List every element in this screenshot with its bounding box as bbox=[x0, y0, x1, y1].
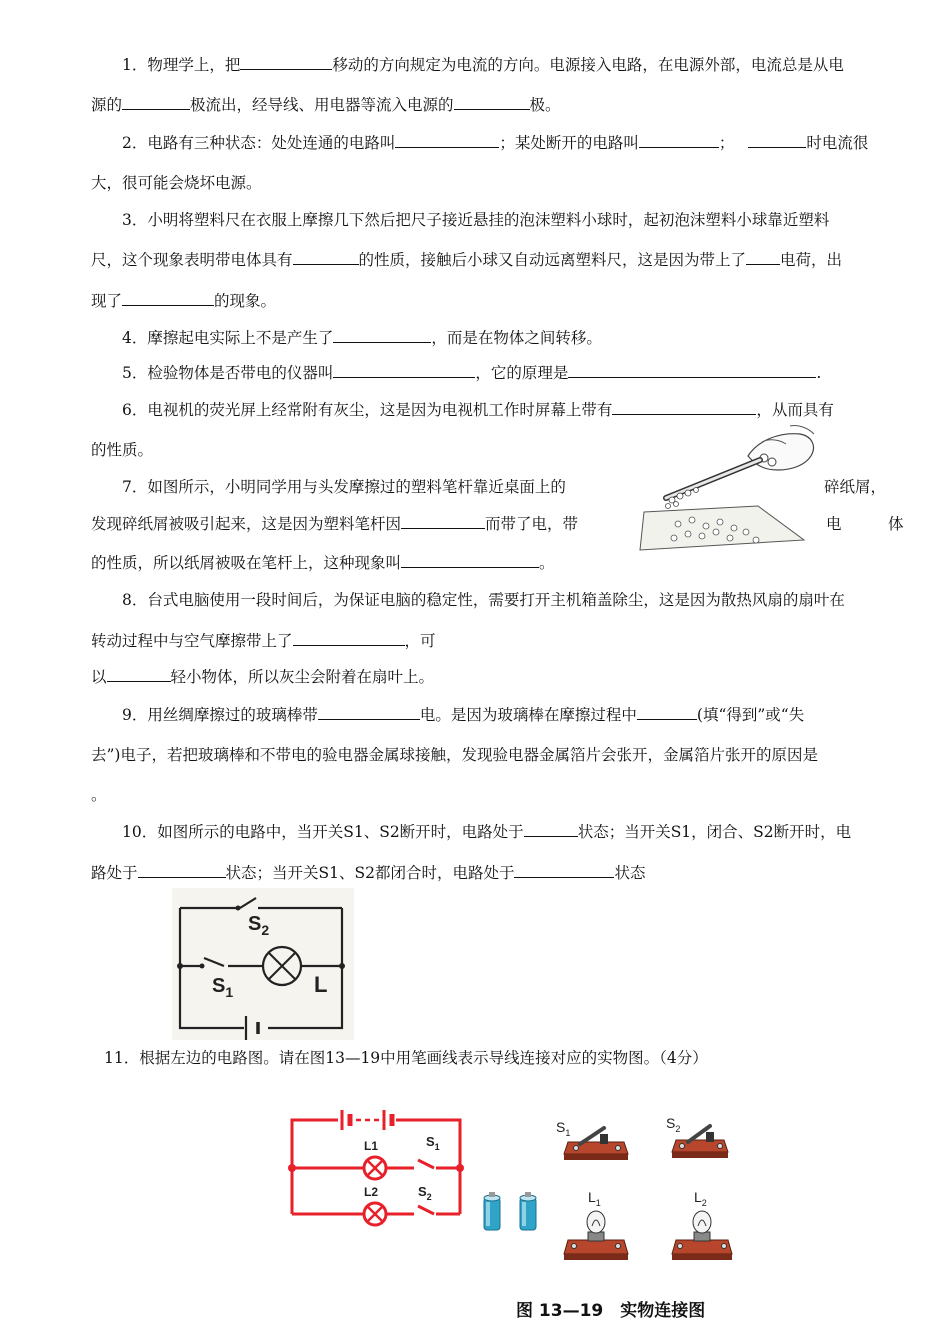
q3-text-d: 电荷，出 bbox=[780, 251, 843, 269]
q1-text-e: 极。 bbox=[529, 96, 561, 114]
label-s1: $S_1$ bbox=[212, 975, 234, 1000]
lamp-l1 bbox=[564, 1211, 628, 1260]
q8-text-a: 8．台式电脑使用一段时间后，为保证电脑的稳定性，需要打开主机箱盖除尘，这是因为散热风扇的扇叶在 bbox=[122, 591, 845, 609]
q2-blank-3[interactable] bbox=[748, 131, 806, 148]
q7-line2 bbox=[91, 512, 950, 534]
q6-text-a: 6．电视机的荧光屏上经常附有灰尘，这是因为电视机工作时屏幕上带有 bbox=[122, 401, 613, 419]
physical-label-l2: $L_2$ bbox=[694, 1189, 707, 1208]
q8-line1 bbox=[122, 588, 950, 610]
lamp-l2 bbox=[672, 1211, 732, 1260]
q6-line1 bbox=[122, 398, 950, 420]
q9-text-e: 。 bbox=[91, 786, 107, 804]
q3-blank-1[interactable] bbox=[293, 248, 359, 265]
q4-text-b: ，而是在物体之间转移。 bbox=[431, 329, 602, 347]
q1-blank-3[interactable] bbox=[454, 93, 530, 110]
q11-line bbox=[104, 1046, 950, 1068]
lamp-symbol bbox=[263, 947, 301, 985]
q5-blank-1[interactable] bbox=[333, 361, 475, 378]
q1-text-c: 源的 bbox=[91, 96, 123, 114]
figure-caption: 图 13—19 实物连接图 bbox=[516, 1301, 706, 1321]
q7-blank-1[interactable] bbox=[401, 512, 485, 529]
q7-blank-2[interactable] bbox=[401, 551, 539, 568]
q10-line1 bbox=[122, 820, 950, 842]
physical-label-s2: $S_2$ bbox=[666, 1115, 681, 1134]
q9-text-b: 电。是因为玻璃棒在摩擦过程中 bbox=[419, 706, 637, 724]
q3-text-c: 的性质，接触后小球又自动远离塑料尺，这是因为带上了 bbox=[358, 251, 747, 269]
q5-text-a: 5．检验物体是否带电的仪器叫 bbox=[122, 364, 334, 382]
q7-text-b: 碎纸屑， bbox=[824, 478, 887, 496]
q7-figure-pen-and-paper bbox=[630, 420, 820, 555]
q9-blank-2[interactable] bbox=[637, 703, 697, 720]
q1-line2 bbox=[91, 93, 950, 115]
q3-text-a: 3．小明将塑料尺在衣服上摩擦几下然后把尺子接近悬挂的泡沫塑料小球时，起初泡沫塑料小球靠近塑料 bbox=[122, 211, 830, 229]
q7-line3 bbox=[91, 551, 950, 573]
q2-text-d: 时电流很 bbox=[806, 134, 869, 152]
switch-s1 bbox=[564, 1128, 628, 1160]
q11-physical-components bbox=[476, 1110, 746, 1280]
q8-blank-2[interactable] bbox=[107, 665, 171, 682]
q8-text-d: 以 bbox=[91, 668, 107, 686]
paper-sheet bbox=[640, 506, 804, 550]
q10-blank-2[interactable] bbox=[138, 861, 226, 878]
q5-text-c: . bbox=[816, 364, 822, 382]
q7-line2-c bbox=[826, 512, 856, 534]
q10-line2 bbox=[91, 861, 950, 883]
q2-blank-2[interactable] bbox=[639, 131, 719, 148]
q2-line2 bbox=[91, 171, 950, 193]
q1-text-d: 极流出，经导线、用电器等流入电源的 bbox=[190, 96, 454, 114]
q3-blank-2[interactable] bbox=[746, 248, 780, 265]
switch-s2 bbox=[672, 1126, 728, 1158]
q5-line bbox=[122, 361, 950, 383]
q8-text-b: 转动过程中与空气摩擦带上了 bbox=[91, 632, 293, 650]
q4-text-a: 4．摩擦起电实际上不是产生了 bbox=[122, 329, 334, 347]
battery-1 bbox=[484, 1192, 500, 1230]
q6-text-c: 的性质。 bbox=[91, 441, 154, 459]
q4-line bbox=[122, 326, 950, 348]
q7-text-a: 7．如图所示，小明同学用与头发摩擦过的塑料笔杆靠近桌面上的 bbox=[122, 478, 566, 496]
q11-text: 11．根据左边的电路图。请在图13—19中用笔画线表示导线连接对应的实物图。（4分） bbox=[104, 1049, 708, 1067]
q9-blank-1[interactable] bbox=[318, 703, 420, 720]
q2-text-b: ；某处断开的电路叫 bbox=[499, 134, 639, 152]
q8-blank-1[interactable] bbox=[293, 629, 405, 646]
q10-text-d: 状态；当开关S1、S2都闭合时，电路处于 bbox=[225, 864, 515, 882]
schematic-battery bbox=[342, 1110, 392, 1130]
q1-text-a: 1．物理学上，把 bbox=[122, 56, 241, 74]
q9-text-d: 去”)电子，若把玻璃棒和不带电的验电器金属球接触，发现验电器金属箔片会张开，金属箔片张开的原因是 bbox=[91, 746, 818, 764]
q2-blank-1[interactable] bbox=[395, 131, 499, 148]
q7-text-g: 的性质，所以纸屑被吸在笔杆上，这种现象叫 bbox=[91, 554, 402, 572]
q2-text-c: ； bbox=[718, 134, 735, 152]
q1-line1 bbox=[122, 53, 950, 75]
q10-text-c: 路处于 bbox=[91, 864, 138, 882]
q9-line1 bbox=[122, 703, 950, 725]
q3-line1 bbox=[122, 208, 950, 230]
q5-blank-2[interactable] bbox=[568, 361, 816, 378]
q8-line3 bbox=[91, 665, 950, 687]
q10-circuit-diagram bbox=[172, 888, 354, 1040]
q10-text-b: 状态；当开关S1，闭合、S2断开时，电 bbox=[577, 823, 852, 841]
label-lamp: L bbox=[314, 972, 328, 997]
q9-line2 bbox=[91, 743, 950, 765]
schematic-label-l2: L2 bbox=[364, 1185, 379, 1199]
schematic-label-l1: L1 bbox=[364, 1139, 379, 1153]
q7-text-e: 电 bbox=[826, 515, 842, 533]
q3-line3 bbox=[91, 289, 950, 311]
q7-line2-d bbox=[888, 512, 918, 534]
schematic-label-s1: $S_1$ bbox=[426, 1134, 440, 1152]
q1-text-b: 移动的方向规定为电流的方向。电源接入电路，在电源外部，电流总是从电 bbox=[332, 56, 844, 74]
q2-text-e: 大，很可能会烧坏电源。 bbox=[91, 174, 262, 192]
q3-text-e: 现了 bbox=[91, 292, 123, 310]
q6-text-b: ，从而具有 bbox=[756, 401, 834, 419]
q3-blank-3[interactable] bbox=[122, 289, 214, 306]
q7-text-f: 体 bbox=[888, 515, 904, 533]
q10-blank-3[interactable] bbox=[514, 861, 614, 878]
q10-text-e: 状态 bbox=[614, 864, 646, 882]
q1-blank-2[interactable] bbox=[122, 93, 190, 110]
schematic-lamp-l2 bbox=[364, 1203, 386, 1225]
battery-2 bbox=[520, 1192, 536, 1230]
q8-text-e: 轻小物体，所以灰尘会附着在扇叶上。 bbox=[170, 668, 435, 686]
q3-text-f: 的现象。 bbox=[214, 292, 277, 310]
q5-text-b: ，它的原理是 bbox=[475, 364, 569, 382]
physical-label-l1: $L_1$ bbox=[588, 1189, 601, 1208]
q9-text-c: (填“得到”或“失 bbox=[696, 706, 805, 724]
q11-schematic-diagram bbox=[286, 1108, 466, 1228]
q4-blank[interactable] bbox=[333, 326, 431, 343]
q2-text-a: 2．电路有三种状态：处处连通的电路叫 bbox=[122, 134, 396, 152]
q7-text-h: 。 bbox=[539, 554, 555, 572]
q9-line3 bbox=[91, 783, 950, 805]
q6-blank[interactable] bbox=[612, 398, 756, 415]
q10-blank-1[interactable] bbox=[524, 820, 578, 837]
q7-text-d: 而带了电，带 bbox=[485, 515, 579, 533]
schematic-label-s2: $S_2$ bbox=[418, 1184, 432, 1202]
physical-label-s1: $S_1$ bbox=[556, 1119, 571, 1138]
q10-text-a: 10．如图所示的电路中，当开关S1、S2断开时，电路处于 bbox=[122, 823, 524, 841]
q9-text-a: 9．用丝绸摩擦过的玻璃棒带 bbox=[122, 706, 318, 724]
q8-line2 bbox=[91, 629, 950, 651]
q8-text-c: ，可 bbox=[404, 632, 436, 650]
q3-text-b: 尺，这个现象表明带电体具有 bbox=[91, 251, 293, 269]
label-s2: $S_2$ bbox=[248, 913, 270, 938]
q7-line1-end bbox=[824, 475, 924, 497]
q2-line1 bbox=[122, 131, 950, 153]
schematic-lamp-l1 bbox=[364, 1157, 386, 1179]
q6-line2 bbox=[91, 438, 950, 460]
pen bbox=[666, 460, 760, 498]
q7-text-c: 发现碎纸屑被吸引起来，这是因为塑料笔杆因 bbox=[91, 515, 402, 533]
q1-blank-1[interactable] bbox=[240, 53, 332, 70]
q3-line2 bbox=[91, 248, 950, 270]
